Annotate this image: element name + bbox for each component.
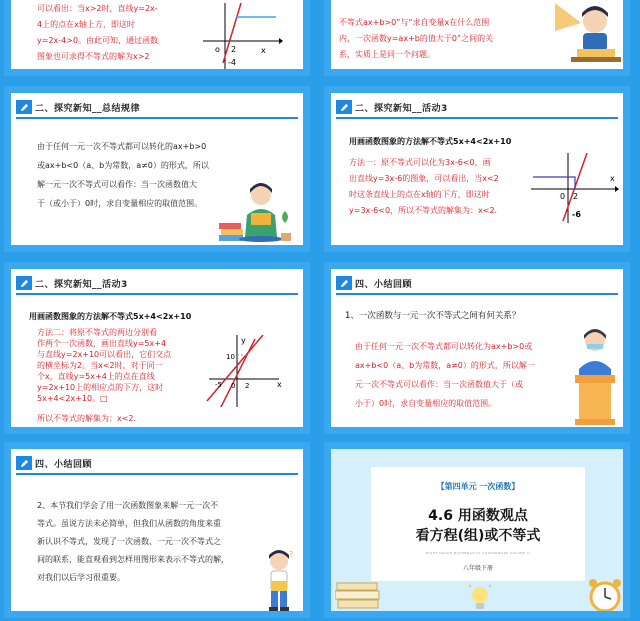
text-line: 于（或小于）0时，求自变量相应的取值范围。 — [37, 199, 203, 208]
title-underline — [16, 473, 298, 475]
x-label: x — [261, 46, 266, 55]
text-line: 由于任何一元一次不等式都可以转化的ax+b>0 — [37, 142, 207, 151]
tick-label-neg5: -5 — [215, 381, 222, 389]
tick-label-10: 10 — [226, 353, 235, 361]
text-line: 系，实质上是同一个问题。 — [339, 50, 435, 59]
pencil-icon — [16, 456, 32, 470]
function-line — [223, 3, 241, 63]
grade-label: 八年级下册 — [462, 565, 493, 572]
text-line: 间的联系，能直观看到怎样用图形来表示不等式的解， — [37, 555, 229, 564]
slide-7-text — [37, 497, 229, 587]
text-line: 等式。虽说方法未必简单，但我们从函数的角度来重 — [37, 519, 221, 528]
x-label: x — [610, 174, 615, 183]
slide-title: 二、探究新知__总结规律 — [35, 103, 141, 114]
slide-header — [16, 454, 303, 472]
slide-header — [336, 274, 623, 292]
x-axis-arrow — [279, 38, 283, 44]
title-underline — [336, 293, 618, 295]
slide-header — [16, 98, 303, 116]
solution-conclusion: 所以不等式的解集为：x<2. — [37, 414, 137, 423]
tick-label-x: 2 — [573, 192, 579, 201]
slide-title: 二、探究新知__活动3 — [355, 103, 448, 114]
text-line: 可以看出：当x>2时，直线y=2x- — [37, 4, 158, 13]
pencil-icon — [16, 100, 32, 114]
boy-thinking-illustration — [259, 547, 301, 613]
text-line: 时这条直线上的点在x轴的下方，即这时 — [349, 190, 490, 199]
text-line: 元一次不等式可以看作：当一次函数值大于（或 — [355, 380, 523, 389]
slide-2-text — [339, 15, 493, 63]
text-line: y=2x-4>0。由此可知，通过函数 — [37, 36, 159, 45]
text-line: 或ax+b<0（a、b为常数，a≠0）的形式，所以 — [37, 161, 209, 170]
function-graph-4 — [531, 153, 621, 223]
title-underline — [16, 293, 298, 295]
text-line: 由于任何一元一次不等式都可以转化为ax+b>0或 — [355, 342, 533, 351]
text-line: 与直线y=2x+10可以看出，它们交点 — [37, 350, 172, 359]
pencil-icon — [16, 276, 32, 290]
origin-label: 0 — [231, 382, 236, 390]
slide-6[interactable] — [324, 262, 630, 434]
origin-label: o — [215, 45, 220, 54]
line-2x-plus-10 — [207, 335, 263, 401]
title-underline — [336, 117, 618, 119]
text-line: 解一元一次不等式可以看作：当一次函数值大 — [37, 180, 197, 189]
slide-title: 四、小结回顾 — [35, 459, 93, 470]
text-line: 新认识不等式，发现了一次函数、一元一次不等式之 — [37, 537, 221, 546]
function-graph-5 — [201, 335, 293, 407]
origin-label: 0 — [560, 192, 566, 201]
text-line: 方法二：将原不等式的两边分别看 — [37, 328, 157, 337]
student-reading-illustration — [219, 179, 299, 243]
alarm-clock-illustration — [581, 577, 627, 617]
slide-4[interactable] — [324, 86, 630, 252]
summary-question: 1、一次函数与一元一次不等式之间有何关系？ — [345, 311, 521, 321]
cover-title-card — [371, 467, 585, 581]
title-underline — [16, 117, 298, 119]
slide-title: 四、小结回顾 — [355, 279, 413, 290]
tick-label-x: 2 — [231, 45, 237, 54]
pencil-icon — [336, 100, 352, 114]
text-line: y=3x-6<0，所以不等式的解集为：x<2. — [349, 206, 498, 215]
x-axis-arrow — [615, 186, 619, 192]
text-line: 5x+4<2x+10。□ — [37, 394, 108, 403]
pencil-icon — [336, 276, 352, 290]
slide-1[interactable] — [4, 0, 310, 76]
tick-label-y: -4 — [228, 58, 236, 67]
text-line: 出直线y=3x-6的图象，可以看出，当x<2 — [349, 174, 499, 183]
slide-3-text — [37, 137, 209, 213]
slide-header — [336, 98, 623, 116]
cover-title-line-1: 4.6 用函数观点 — [428, 508, 528, 524]
y-label: y — [241, 336, 246, 345]
text-line: 方法一：原不等式可以化为3x-6<0，画 — [349, 158, 491, 167]
text-line: 小于）0时，求自变量相应的取值范围。 — [355, 399, 497, 408]
slide-3[interactable] — [4, 86, 310, 252]
slide-header — [16, 274, 303, 292]
boy-writing-illustration — [551, 1, 627, 65]
highlight-region — [533, 177, 575, 189]
slide-5-text — [37, 327, 171, 404]
cover-english-subtitle: EIGHT GRADE MATHEMATICS COURSEWARE VOLUME II — [426, 551, 530, 555]
slide-subtitle: 用画函数图象的方法解不等式5x+4<2x+10 — [29, 312, 192, 321]
text-line: 内，一次函数y=ax+b的值大于0”之间的关 — [339, 34, 494, 43]
text-line: 作两个一次函数，画出直线y=5x+4 — [37, 339, 167, 348]
unit-tag: 【第四单元 一次函数】 — [436, 482, 520, 491]
line-5x-plus-4 — [221, 339, 255, 407]
lightbulb-illustration — [469, 585, 491, 615]
tick-label-2: 2 — [245, 382, 250, 390]
cover-title-line-2: 看方程(组)或不等式 — [415, 528, 541, 544]
books-illustration — [335, 579, 381, 613]
text-line: ax+b<0（a、b为常数，a≠0）的形式，所以解一 — [355, 361, 535, 370]
tick-label-y: -6 — [572, 210, 581, 219]
text-line: 图象也可求得不等式的解为x>2 — [37, 52, 150, 61]
x-label: x — [277, 380, 282, 389]
text-line: 不等式ax+b>0”与“求自变量x在什么范围 — [339, 18, 490, 27]
text-line: y=2x+10上的相应点的下方，这时 — [37, 383, 164, 392]
svg-text:?: ? — [289, 550, 294, 559]
teacher-podium-illustration — [567, 325, 623, 425]
slide-2[interactable] — [324, 0, 630, 76]
function-graph-1 — [201, 3, 283, 73]
slide-7[interactable] — [4, 442, 310, 618]
text-line: 的横坐标为2。当x<2时，对于同一 — [37, 361, 163, 370]
slide-4-text — [349, 155, 499, 219]
slide-8-cover[interactable] — [324, 442, 630, 618]
slide-5[interactable] — [4, 262, 310, 434]
slide-6-text — [355, 337, 535, 413]
text-line: 对我们以后学习很重要。 — [37, 573, 125, 582]
text-line: 4上的点在x轴上方，即这时 — [37, 20, 135, 29]
text-line: 个x，直线y=5x+4上的点在直线 — [37, 372, 155, 381]
slide-title: 二、探究新知__活动3 — [35, 279, 128, 290]
text-line: 2、本节我们学会了用一次函数图象来解一元一次不 — [37, 501, 219, 510]
slide-subtitle: 用画函数图象的方法解不等式5x+4<2x+10 — [349, 137, 512, 146]
slide-1-text — [37, 1, 158, 65]
